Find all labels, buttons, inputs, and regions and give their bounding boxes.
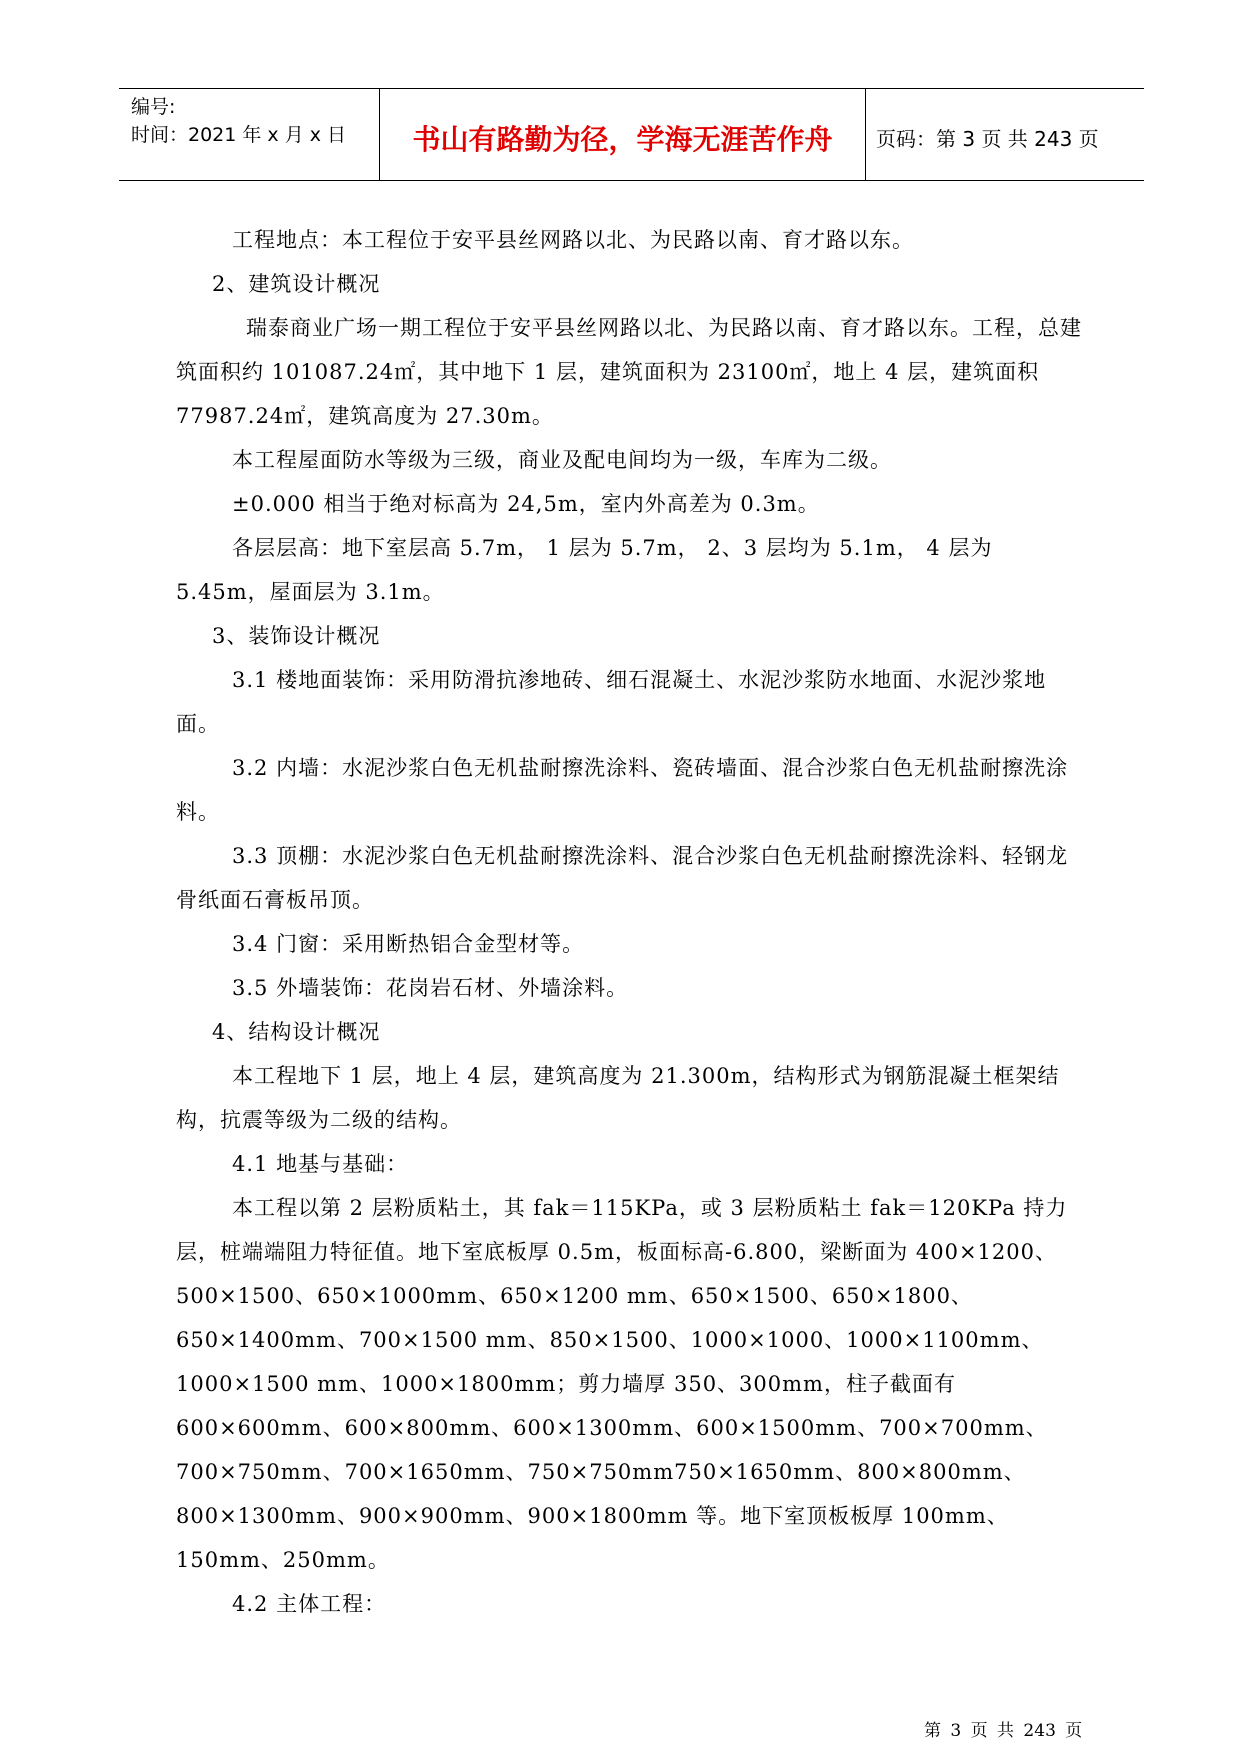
number-label: 编号: — [131, 96, 176, 118]
paragraph-exterior-wall: 3.5 外墙装饰：花岗岩石材、外墙涂料。 — [232, 976, 629, 1000]
header-page-label: 页码：第 3 页 共 243 页 — [876, 127, 1099, 151]
paragraph-foundation: 本工程以第 2 层粉质粘土，其 fak＝115KPa，或 3 层粉质粘土 fak＝120KPa 持力层，桩端端阻力特征值。地下室底板厚 0.5m，板面标高-6.800，梁断面为 400×1200、500×1500、650×1000mm、650×1200 mm、650×1500、650×1800、650×1400mm、700×1500 mm、850×1500、1000×1000、1000×1100mm、1000×1500 mm、1000×1800mm；剪力墙厚 350、300mm，柱子截面有 600×600mm、600×800mm、600×1300mm、600×1500mm、700×700mm、700×750mm、700×1650mm、750×750mm750×1650mm、800×800mm、800×1300mm、900×900mm、900×1800mm 等。地下室顶板板厚 100mm、150mm、250mm。 — [176, 1196, 1068, 1572]
paragraph-structure: 本工程地下 1 层，地上 4 层，建筑高度为 21.300m，结构形式为钢筋混凝土框架结构，抗震等级为二级的结构。 — [176, 1064, 1060, 1132]
paragraph-architecture: 瑞泰商业广场一期工程位于安平县丝网路以北、为民路以南、育才路以东。工程，总建筑面积约 101087.24㎡，其中地下 1 层，建筑面积为 23100㎡，地上 4 层，建筑面积 77987.24㎡，建筑高度为 27.30m。 — [176, 316, 1082, 428]
paragraph-doors-windows: 3.4 门窗：采用断热铝合金型材等。 — [232, 932, 585, 956]
page-footer: 第 3 页 共 243 页 — [924, 1721, 1083, 1741]
time-label: 时间：2021 年 x 月 x 日 — [131, 124, 347, 146]
section-heading-structure: 4、结构设计概况 — [212, 1020, 381, 1044]
paragraph-floor-finish: 3.1 楼地面装饰：采用防滑抗渗地砖、细石混凝土、水泥沙浆防水地面、水泥沙浆地面。 — [176, 668, 1047, 736]
section-heading-decoration: 3、装饰设计概况 — [212, 624, 381, 648]
paragraph-elevation: ±0.000 相当于绝对标高为 24,5m，室内外高差为 0.3m。 — [232, 492, 820, 516]
paragraph-location: 工程地点：本工程位于安平县丝网路以北、为民路以南、育才路以东。 — [232, 228, 914, 252]
paragraph-ceiling: 3.3 顶棚：水泥沙浆白色无机盐耐擦洗涂料、混合沙浆白色无机盐耐擦洗涂料、轻钢龙骨纸面石膏板吊顶。 — [176, 844, 1069, 912]
motto: 书山有路勤为径，学海无涯苦作舟 — [380, 89, 866, 180]
section-heading-architecture: 2、建筑设计概况 — [212, 272, 381, 296]
paragraph-inner-wall: 3.2 内墙：水泥沙浆白色无机盐耐擦洗涂料、瓷砖墙面、混合沙浆白色无机盐耐擦洗涂料。 — [176, 756, 1069, 824]
paragraph-waterproof: 本工程屋面防水等级为三级，商业及配电间均为一级，车库为二级。 — [232, 448, 892, 472]
document-body — [176, 218, 1088, 1626]
subheading-main-structure: 4.2 主体工程： — [232, 1592, 387, 1616]
paragraph-floor-heights: 各层层高：地下室层高 5.7m， 1 层为 5.7m， 2、3 层均为 5.1m， 4 层为 5.45m，屋面层为 3.1m。 — [176, 536, 993, 604]
page-header — [119, 88, 1144, 181]
subheading-foundation: 4.1 地基与基础： — [232, 1152, 409, 1176]
header-meta — [119, 89, 380, 180]
